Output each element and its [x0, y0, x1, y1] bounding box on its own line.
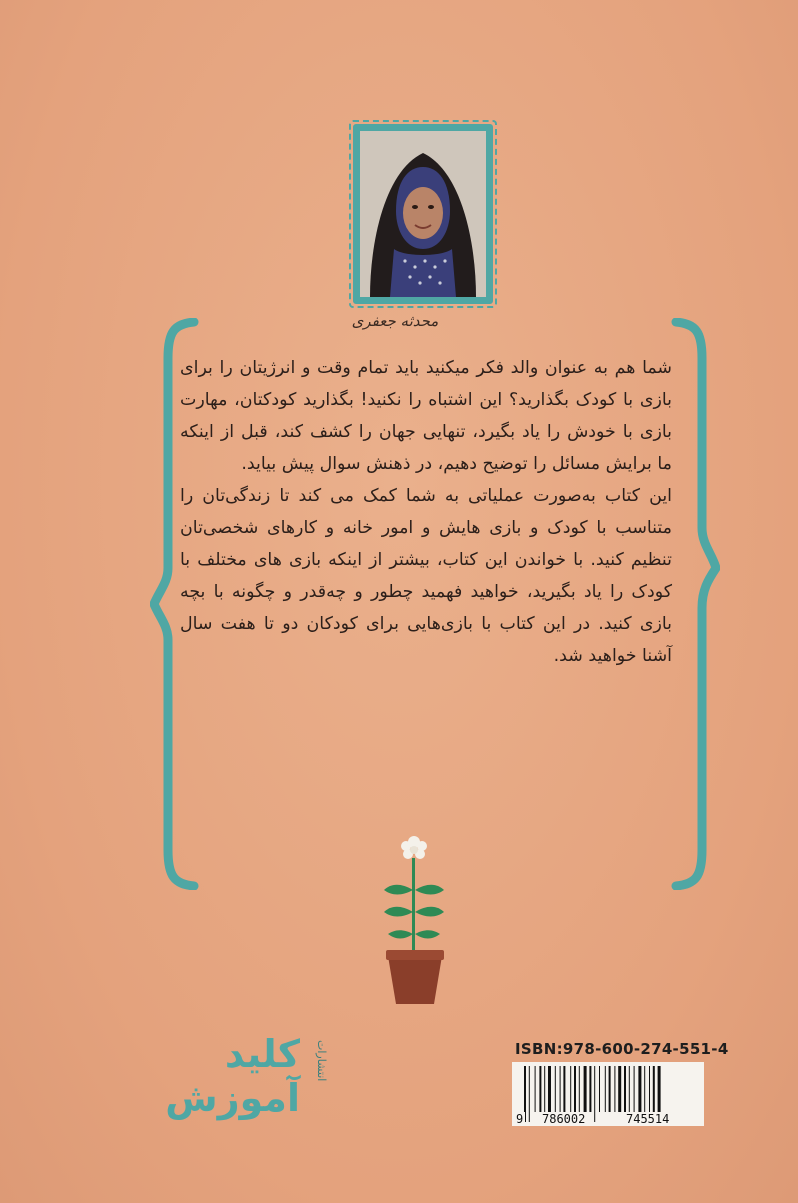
- isbn-label: ISBN:978-600-274-551-4: [515, 1040, 729, 1058]
- barcode-bar: [560, 1066, 561, 1112]
- barcode-bar: [644, 1066, 645, 1112]
- barcode-bar: [594, 1066, 595, 1122]
- blurb-paragraph-2: این کتاب به‌صورت عملیاتی به شما کمک می کند تا زندگی‌تان را متناسب با کودک و بازی هایش و امور خانه و کارهای شخصی‌تان تنظیم کنید. با خواندن این کتاب، بیشتر از اینکه بازی های مختلف با کودک را یاد بگیرید، خواهید فهمید چطور و چه‌قدر و چگونه با بچه بازی کنید. در این کتاب با بازی‌هایی برای کودکان دو تا هفت سال آشنا خواهید شد.: [180, 486, 672, 666]
- publisher-logo: [165, 1032, 328, 1128]
- potted-plant-illustration: [370, 828, 460, 1008]
- barcode-bar: [563, 1066, 565, 1112]
- barcode-bar: [574, 1066, 576, 1112]
- barcode-bar: [548, 1066, 551, 1112]
- barcode-bar: [570, 1066, 571, 1112]
- barcode-digits-right: 745514: [626, 1112, 670, 1126]
- barcode-digit-prefix: 9: [516, 1112, 524, 1126]
- back-cover-blurb: [180, 352, 672, 672]
- barcode-bar: [609, 1066, 611, 1112]
- barcode-bar: [624, 1066, 626, 1112]
- barcode-digits-left: 786002: [542, 1112, 586, 1126]
- author-name: محدثه جعفری: [351, 312, 439, 330]
- barcode-bar: [629, 1066, 630, 1112]
- barcode-bar: [618, 1066, 621, 1112]
- barcode-bar: [638, 1066, 641, 1112]
- isbn-barcode: [512, 1062, 704, 1126]
- publisher-label: انتشارات: [315, 1040, 328, 1082]
- barcode-bar: [529, 1066, 530, 1122]
- barcode-bar: [653, 1066, 655, 1112]
- publisher-name-bottom: آموزش: [165, 1076, 300, 1120]
- publisher-name-top: کلید: [224, 1032, 300, 1076]
- blurb-paragraph-1: شما هم به عنوان والد فکر میکنید باید تمام وقت و انرژیتان را برای بازی با کودک بگذارید؟ این اشتباه را نکنید! بگذارید کودکتان، مهارت بازی با خودش را یاد بگیرد، تنهایی جهان را کشف کند، قبل از اینکه ما برایش مسائل را توضیح دهیم، در ذهنش سوال پیش بیاید.: [180, 358, 672, 474]
- barcode-bar: [535, 1066, 536, 1112]
- barcode-bar: [584, 1066, 587, 1112]
- barcode-bar: [649, 1066, 650, 1112]
- barcode-bar: [605, 1066, 606, 1112]
- barcode-bar: [634, 1066, 635, 1112]
- author-portrait-frame: [353, 124, 493, 304]
- barcode-bar: [614, 1066, 615, 1112]
- barcode-bar: [544, 1066, 545, 1112]
- author-portrait: [360, 131, 486, 297]
- flower-icon: [401, 836, 427, 859]
- barcode-bar: [539, 1066, 541, 1112]
- barcode-bar: [589, 1066, 591, 1112]
- barcode-bar: [579, 1066, 580, 1112]
- barcode-bar: [555, 1066, 556, 1112]
- barcode-bar: [599, 1066, 600, 1112]
